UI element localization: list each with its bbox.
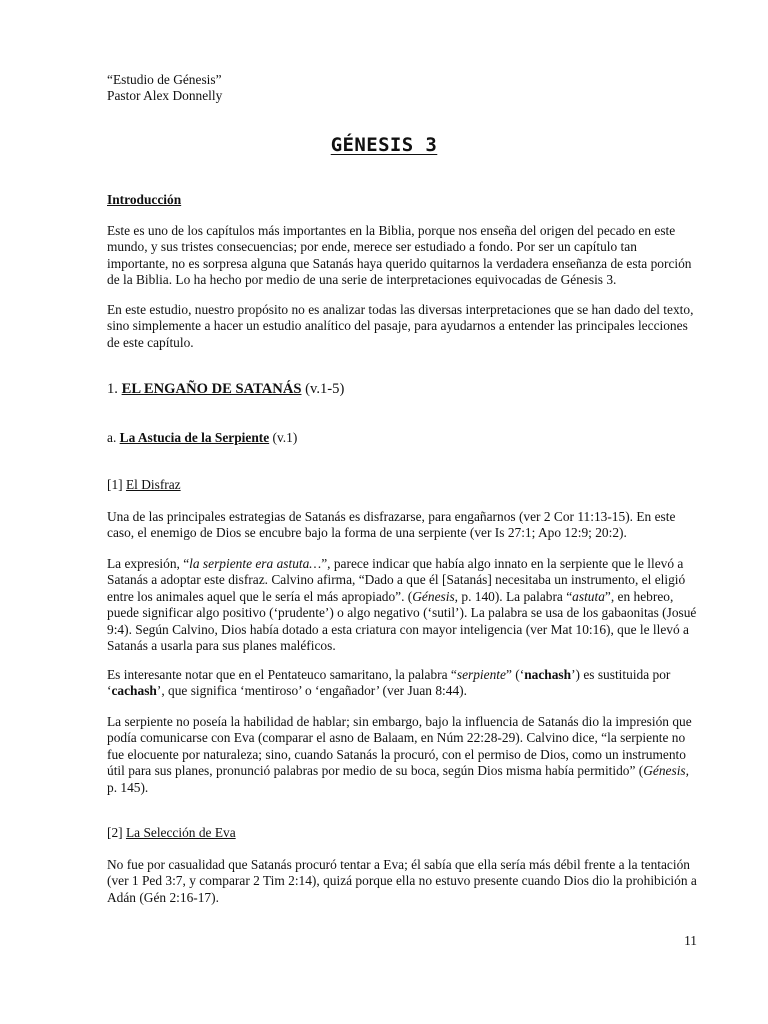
item-1-paragraph-3	[107, 667, 699, 700]
item-1-p2-text: La expresión, “la serpiente era astuta…”, parece indicar que había algo innato en la serpiente que le llevó a Satanás a adoptar este disfraz. Calvino afirma, “Dado a que él [Satanás] necesitaba un instrumento, el eligió entre los animales aquel que le sería el más apropiado”. (Génesis, p. 140). La palabra “astuta”, en hebreo, puede significar algo positivo (‘prudente’) o algo negativo (‘sutil’). La palabra se usa de los gabaonitas (Josué 9:4). Según Calvino, Dios había dotado a esta criatura con mayor inteligencia (ver Mat 10:16), que le llevó a Satanás a usarla para sus planes maléficos.	[107, 556, 697, 654]
section-1-title: EL ENGAÑO DE SATANÁS	[121, 381, 302, 397]
item-1-p4-text: La serpiente no poseía la habilidad de hablar; sin embargo, bajo la influencia de Satanás dio la impresión que podía comunicarse con Eva (comparar el asno de Balaam, en Núm 22:28-29). Calvino dice, “la serpiente no fue elocuente por naturaleza; sino, cuando Satanás la procuró, con el permiso de Dios, como un instrumento útil para sus planes, pronunció palabras por medio de su boca, según Dios misma había permitido” (Génesis, p. 145).	[107, 714, 692, 795]
item-2-heading	[107, 825, 699, 841]
section-1-number: 1.	[107, 381, 122, 397]
intro-heading-text: Introducción	[107, 192, 182, 207]
item-1-paragraph-4	[107, 714, 699, 796]
item-1-title: El Disfraz	[125, 477, 181, 492]
page-title: GÉNESIS 3	[330, 134, 438, 156]
intro-heading	[107, 192, 699, 208]
subsection-a-heading	[107, 430, 699, 446]
item-1-paragraph-2	[107, 556, 699, 654]
intro-paragraph-2	[107, 302, 699, 351]
item-2-title: La Selección de Eva	[125, 825, 236, 840]
intro-paragraph-1	[107, 223, 699, 289]
item-2-p1-text: No fue por casualidad que Satanás procuró tentar a Eva; él sabía que ella sería más débil frente a la tentación (ver 1 Ped 3:7, y comparar 2 Tim 2:14), quizá porque ella no estuvo presente cuando Dios dio la prohibición a Adán (Gén 2:16-17).	[107, 857, 697, 905]
author-name: Pastor Alex Donnelly	[107, 88, 223, 104]
item-2-paragraph-1	[107, 857, 699, 906]
section-1-ref: (v.1-5)	[301, 381, 345, 397]
item-1-p1-text: Una de las principales estrategias de Satanás es disfrazarse, para engañarnos (ver 2 Cor 11:13-15). En este caso, el enemigo de Dios se encubre bajo la forma de una serpiente (ver Is 27:1; Apo 12:9; 20:2).	[107, 509, 676, 541]
page-number: 11	[684, 933, 697, 948]
subsection-a-title: La Astucia de la Serpiente	[119, 430, 270, 445]
item-1-p3-text: Es interesante notar que en el Pentateuco samaritano, la palabra “serpiente” (‘nachash’) es sustituida por ‘cachash’, que significa ‘mentiroso’ o ‘engañador’ (ver Juan 8:44).	[107, 667, 671, 699]
item-1-paragraph-1	[107, 509, 699, 542]
intro-p1-text: Este es uno de los capítulos más importantes en la Biblia, porque nos enseña del origen del pecado en este mundo, y sus tristes consecuencias; por ende, merece ser estudiado a fondo. Por ser un capítulo tan importante, no es sorpresa alguna que Satanás haya querido quitarnos la verdadera enseñanza de esta porción de la Biblia. Lo ha hecho por medio de una serie de interpretaciones equivocadas de Génesis 3.	[107, 223, 692, 288]
subsection-a-ref: (v.1)	[269, 430, 298, 445]
study-title: “Estudio de Génesis”	[107, 72, 222, 87]
document-header	[107, 72, 699, 105]
intro-p2-text: En este estudio, nuestro propósito no es analizar todas las diversas interpretaciones que se han dado del texto, sino simplemente a hacer un estudio analítico del pasaje, para ayudarnos a entender las principales lecciones de este capítulo.	[107, 302, 694, 350]
subsection-a-letter: a.	[107, 430, 120, 445]
item-2-number: [2]	[107, 825, 126, 840]
item-1-heading	[107, 477, 699, 493]
item-1-number: [1]	[107, 477, 126, 492]
section-1-heading	[107, 381, 699, 397]
